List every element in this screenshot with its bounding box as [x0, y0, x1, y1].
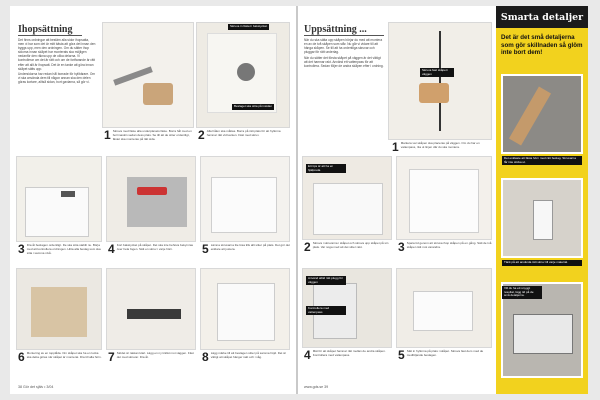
- sidebar-photo-2: [501, 178, 583, 258]
- step-number: 7: [108, 350, 115, 364]
- right-page: [298, 6, 588, 394]
- callout-right-1: Skruva fast skåpet i väggen: [420, 68, 454, 77]
- sidebar-caption-2: Tänk på att använda rätt skruv till varje material.: [502, 260, 582, 266]
- sidebar-caption-3: Vill du ha ett snyggt resultat, lägg tid på de små detaljerna.: [502, 286, 542, 299]
- step-text: Lägg märke till att beslagen sitter på samma höjd. Det är viktigt att skåpet hänger rakt och i våg.: [210, 351, 286, 359]
- step-text: Spara tid genom att skruva ihop skåpen på en gång. Sätt de två skåpen tätt mot varandra.: [406, 241, 492, 249]
- right-step-2: [304, 242, 392, 253]
- step-number: 2: [198, 128, 205, 142]
- right-folio: www.gds.se 39: [304, 385, 329, 389]
- step-number: 8: [202, 350, 209, 364]
- step-text: Markera var skåpen ska placeras på väggen. Om du har en vattenpass, rita ut linjen där du ska montera.: [400, 141, 480, 149]
- step-number: 5: [202, 242, 209, 256]
- step-3: [18, 244, 102, 255]
- step-1: [104, 130, 194, 141]
- step-number: 4: [108, 242, 115, 256]
- step-number: 5: [398, 348, 405, 362]
- step-text: Sätt in hyllorna på plats i skåpet. Skruva fast dem med de medföljande beslagen.: [406, 349, 484, 357]
- photo-right-step-3: [396, 156, 492, 240]
- step-4: [108, 244, 196, 255]
- left-intro-text: [18, 38, 96, 86]
- left-intro-paragraph-1: Det finns ordningar att bestäm alla sidor ihopsatta, men vi har som det är mitt bästa att göra det innan den byggs upp, men den ordningen. Om du sätter ihop sidorna innan skåpet har monterats ska möjligen nedanför den räkna upp de olika delarna. Vi kontrollerar om det är rätt och om de fortfarande är rätt efter att allt är ihopsatt. Det är en tanke att göra innan skåpet sätts upp.: [18, 38, 96, 71]
- step-text: Mät för att skåpet hamnar rätt mellan de andra skåpen. Kontrollera med vattenpass.: [312, 349, 386, 357]
- right-intro-paragraph-1: När du ska sätta upp skåpen börjar du med att montera en av de två skåpen som står. Nu går vi vidare till att hänga skåpen. Se till att ha ordentliga skruvar och pluggar för rätt underlag.: [304, 38, 383, 55]
- right-step-4: [304, 350, 392, 361]
- step-8: [202, 352, 290, 363]
- step-text: Montering av en topplåda. Om skåpet ska ha en lucka ska detta göras när skåpet är monterat. Dra till alla hörn.: [26, 351, 102, 359]
- step-text: Skruva med fäste alla underplanets fäste. Borra hål med en borrmaskin sedan dess plats. Se till att de sitter ordentligt, fästet ska monteras på rätt sida.: [112, 129, 192, 141]
- photo-step-2: [196, 22, 290, 128]
- left-page-title: Ihopsättning: [18, 24, 82, 36]
- right-page-title: Uppsättning ...: [304, 24, 384, 36]
- photo-right-step-5: [396, 268, 492, 348]
- photo-step-4: [106, 156, 196, 242]
- step-text: Skruva i skruvarna i skåpet och skruva upp skåpet på sin plats. Var noga med att det sitter rakt.: [312, 241, 389, 249]
- photo-step-3: [16, 156, 102, 242]
- step-5: [202, 244, 290, 255]
- left-folio: 38 Gör det själv • 3/04: [18, 385, 54, 389]
- step-number: 1: [104, 128, 111, 142]
- right-intro-paragraph-2: När du sätter det första skåpet på väggen är det viktigt att det hamnar rakt. Använd ett vattenpass för att kontrollera. Sedan följer de andra skåpen efter i ordning.: [304, 55, 384, 69]
- sidebar-caption-1: Det enklaste att fästa hörn med rätt beslag. Skruvarna får inte sticka ut.: [502, 156, 582, 165]
- photo-right-step-1: [388, 22, 492, 140]
- sidebar-photo-1: [501, 74, 583, 154]
- step-number: 3: [18, 242, 25, 256]
- step-text: Alla hålen ska måttas. Borra på rätt plats för att hyllorna hamnar rätt vid kanten. Fäst med skruv.: [206, 129, 281, 137]
- right-step-1: [392, 142, 492, 153]
- step-number: 2: [304, 240, 311, 254]
- step-7: [108, 352, 196, 363]
- sidebar-lead: Det är det små detaljerna som gör skillnaden så glöm inte bort dem!: [501, 34, 583, 57]
- photo-step-8: [200, 268, 290, 350]
- photo-step-1: [102, 22, 194, 128]
- right-step-3: [398, 242, 492, 253]
- sidebar-smarta-detaljer: [496, 6, 588, 394]
- photo-step-7: [106, 268, 196, 350]
- step-text: Kort bakstycket på skåpet. Det ska inte behöva bekymras över hela fogen. Sätt en skruv i varje hörn.: [116, 243, 194, 251]
- left-intro-paragraph-2: Undersidorna har redan hål borrade för hyllbärare. Om vi ska använda dem till någon annan ska den delen göras kortare, alltså sidan, bort gavlarna, så gör vi.: [18, 72, 96, 85]
- step-number: 6: [18, 350, 25, 364]
- photo-step-6: [16, 268, 102, 350]
- callout-1: Skruva in fästet i bakstycket: [230, 24, 268, 28]
- step-number: 3: [398, 240, 405, 254]
- callout-right-3: Använd alltid rätt plugg för väggen: [306, 276, 346, 285]
- step-text: Lämna skruvarna lite lösa tills allt sitter på plats. Det gör det enklare att justera.: [210, 243, 290, 251]
- step-text: Dra åt beslagen ordentligt. De ska sitta stabilt nu. Börja med att kontrollera ordningen. Hitta alla beslag som ska sitta i samma nivå.: [26, 243, 101, 255]
- left-page: [10, 6, 296, 394]
- step-text: Stödet är nästan klart. Lägg en ny trälist mot väggen. Fäst det med skruvar. Dra åt.: [116, 351, 194, 359]
- right-intro-text: [304, 38, 384, 70]
- step-number: 4: [304, 348, 311, 362]
- callout-right-4: Kontrollera med vattenpass: [306, 306, 346, 315]
- callout-right-2: Ett tips är att ha en hjälpreda: [306, 164, 346, 173]
- callout-2: Beslaget ska sitta på insidan: [234, 104, 273, 108]
- step-2: [198, 130, 290, 141]
- right-step-5: [398, 350, 492, 361]
- step-6: [18, 352, 102, 363]
- sidebar-title: Smarta detaljer: [496, 6, 588, 28]
- photo-step-5: [200, 156, 290, 242]
- step-number: 1: [392, 140, 399, 154]
